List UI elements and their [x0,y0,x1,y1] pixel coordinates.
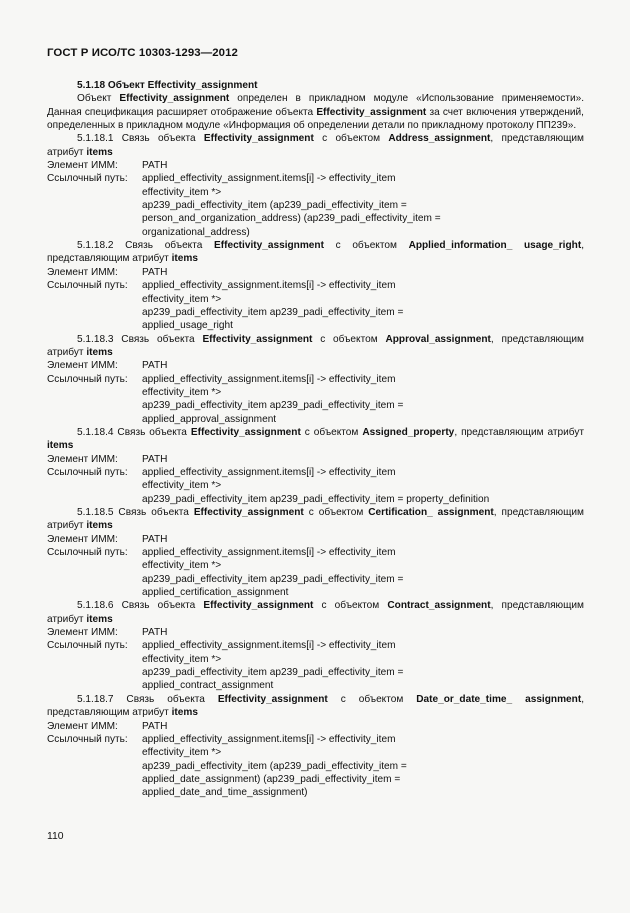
reference-path-line: applied_effectivity_assignment.items[i] -> effectivity_item [142,547,396,559]
reference-path-line: applied_contract_assignment [142,680,274,692]
bold-term: items [171,253,198,265]
reference-path-label: Ссылочный путь: [47,733,128,745]
reference-path-line: applied_effectivity_assignment.items[i] -> effectivity_item [142,173,396,185]
bold-term: items [86,613,113,625]
reference-path-line: effectivity_item *> [142,186,222,198]
reference-path-line: ap239_padi_effectivity_item ap239_padi_effectivity_item = [142,400,404,412]
mim-element-label: Элемент ИММ: [47,360,118,372]
mim-element-label: Элемент ИММ: [47,533,118,545]
reference-path-line: person_and_organization_address) (ap239_padi_effectivity_item = [142,213,441,225]
reference-path-line: applied_date_and_time_assignment) [142,787,308,799]
mim-element-row [47,159,584,172]
reference-path-row [47,466,584,506]
section-title: 5.1.18 Объект Effectivity_assignment [77,80,258,91]
subsection-title: 5.1.18.6 Связь объекта Effectivity_assignment с объектом Contract_assignment, представляющим атрибут items [47,600,584,625]
reference-path-line: ap239_padi_effectivity_item (ap239_padi_effectivity_item = [142,200,407,212]
mim-element-value: PATH [142,627,168,639]
reference-path-line: applied_effectivity_assignment.items[i] -> effectivity_item [142,733,396,745]
bold-term: Effectivity_assignment [217,693,328,705]
reference-path-line: ap239_padi_effectivity_item ap239_padi_effectivity_item = [142,573,404,585]
reference-path-line: applied_effectivity_assignment.items[i] -> effectivity_item [142,640,396,652]
reference-path-line: applied_usage_right [142,320,233,332]
bold-term: Assigned_property [362,426,455,438]
mim-element-label: Элемент ИММ: [47,627,118,639]
mim-element-label: Элемент ИММ: [47,266,118,278]
mim-element-row [47,533,584,546]
bold-term: items [171,707,198,719]
bold-term: items [86,520,113,532]
bold-term: Effectivity_assignment [203,600,314,612]
mim-element-row [47,453,584,466]
reference-path-line: ap239_padi_effectivity_item ap239_padi_effectivity_item = [142,306,404,318]
reference-path-line: applied_effectivity_assignment.items[i] -> effectivity_item [142,280,396,292]
bold-term: Applied_information_ usage_right [408,240,582,252]
subsection-title: 5.1.18.4 Связь объекта Effectivity_assignment с объектом Assigned_property, представляющим атрибут items [47,426,584,452]
mim-element-row [47,626,584,639]
bold-term: Effectivity_assignment [193,507,304,518]
reference-path-line: applied_effectivity_assignment.items[i] -> effectivity_item [142,373,396,385]
bold-term: Effectivity_assignment [203,133,314,145]
reference-path-line: effectivity_item *> [142,653,222,665]
reference-path-line: applied_approval_assignment [142,413,277,425]
mim-element-label: Элемент ИММ: [47,453,118,465]
reference-path-line: ap239_padi_effectivity_item (ap239_padi_effectivity_item = [142,760,407,772]
mim-element-row [47,266,584,279]
bold-term: Approval_assignment [385,333,491,345]
reference-path-value [142,733,584,800]
reference-path-label: Ссылочный путь: [47,280,128,292]
bold-term: items [86,146,113,158]
bold-term: Contract_assignment [387,600,491,612]
reference-path-value [142,172,584,239]
reference-path-value [142,279,584,332]
reference-path-row [47,733,584,800]
reference-path-line: ap239_padi_effectivity_item ap239_padi_effectivity_item = property_definition [142,493,490,505]
bold-term: Effectivity_assignment [214,240,324,252]
reference-path-label: Ссылочный путь: [47,466,128,478]
mim-element-value: PATH [142,533,168,545]
reference-path-line: applied_certification_assignment [142,587,289,599]
subsection-list [47,132,584,799]
bold-term: items [47,440,74,452]
reference-path-line: effectivity_item *> [142,293,222,305]
document-body [47,79,584,800]
reference-path-line: effectivity_item *> [142,480,222,492]
page-number: 110 [47,831,64,842]
reference-path-line: organizational_address) [142,226,250,238]
bold-term: items [86,346,113,358]
reference-path-row [47,373,584,426]
mim-element-row [47,720,584,733]
mim-element-value: PATH [142,453,168,465]
subsection-title: 5.1.18.3 Связь объекта Effectivity_assignment с объектом Approval_assignment, представляющим атрибут items [47,333,584,358]
reference-path-row [47,279,584,332]
reference-path-row [47,172,584,239]
reference-path-line: effectivity_item *> [142,747,222,759]
subsection-title: 5.1.18.2 Связь объекта Effectivity_assignment с объектом Applied_information_ usage_right, представляющим атрибут items [47,240,584,265]
mim-element-value: PATH [142,266,168,278]
mim-element-value: PATH [142,720,168,732]
mim-element-value: PATH [142,160,168,172]
bold-term: Effectivity_assignment [316,106,427,118]
reference-path-line: effectivity_item *> [142,386,222,398]
bold-term: Effectivity_assignment [119,93,230,105]
bold-term: Effectivity_assignment [190,426,301,438]
mim-element-value: PATH [142,360,168,372]
subsection-title: 5.1.18.5 Связь объекта Effectivity_assignment с объектом Certification_ assignment, представляющим атрибут items [47,507,584,532]
subsection-title: 5.1.18.7 Связь объекта Effectivity_assignment с объектом Date_or_date_time_ assignment, представляющим атрибут items [47,693,584,719]
reference-path-label: Ссылочный путь: [47,173,128,185]
reference-path-line: effectivity_item *> [142,560,222,572]
section-intro: Объект Effectivity_assignment определен в прикладном модуле «Использование применяемости». Данная спецификация расширяет отображение объекта Effectivity_assignment за счет включения утверждений, определенных в прикладном модуле «Информация об определении детали по прикладному протоколу ПП239». [47,93,584,132]
subsection-title: 5.1.18.1 Связь объекта Effectivity_assignment с объектом Address_assignment, представляющим атрибут items [47,133,584,158]
bold-term: Date_or_date_time_ assignment [416,693,582,705]
reference-path-value [142,466,584,506]
reference-path-label: Ссылочный путь: [47,373,128,385]
reference-path-row [47,546,584,599]
reference-path-label: Ссылочный путь: [47,547,128,559]
bold-term: Effectivity_assignment [202,333,313,345]
reference-path-line: ap239_padi_effectivity_item ap239_padi_effectivity_item = [142,667,404,679]
document-header: ГОСТ Р ИСО/ТС 10303-1293—2012 [47,47,238,59]
reference-path-value [142,373,584,426]
reference-path-row [47,639,584,692]
reference-path-value [142,639,584,692]
mim-element-label: Элемент ИММ: [47,160,118,172]
reference-path-value [142,546,584,599]
reference-path-line: applied_date_assignment) (ap239_padi_effectivity_item = [142,773,401,785]
mim-element-label: Элемент ИММ: [47,720,118,732]
reference-path-line: applied_effectivity_assignment.items[i] -> effectivity_item [142,466,396,478]
bold-term: Address_assignment [388,133,491,145]
mim-element-row [47,359,584,372]
reference-path-label: Ссылочный путь: [47,640,128,652]
bold-term: Certification_ assignment [368,507,494,518]
